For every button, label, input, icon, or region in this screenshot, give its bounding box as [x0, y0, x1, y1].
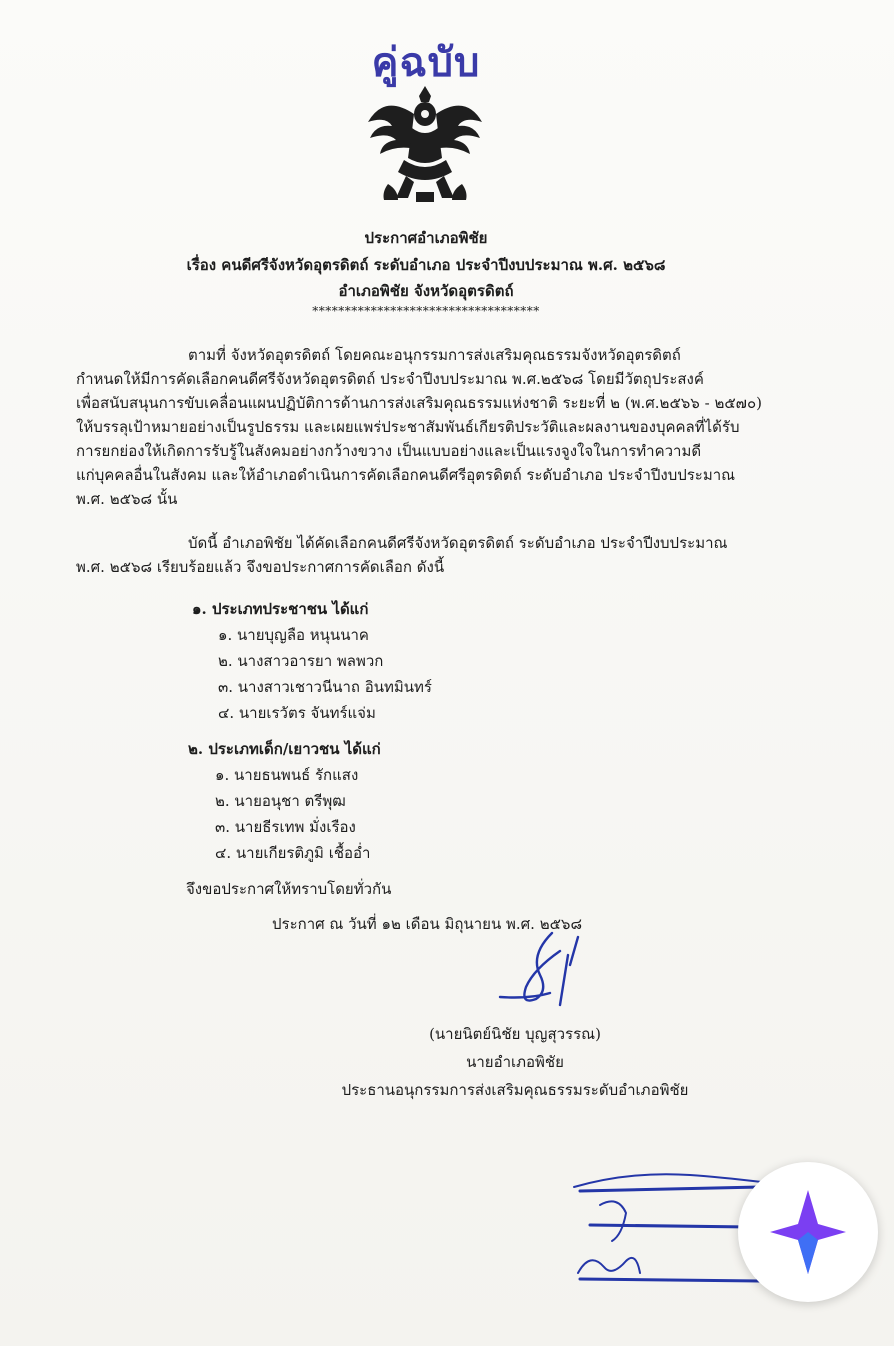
announcement-title: ประกาศอำเภอพิชัย [364, 229, 488, 247]
signatory-position: นายอำเภอพิชัย [466, 1053, 564, 1071]
paragraph-line: แก่บุคคลอื่นในสังคม และให้อำเภอดำเนินการคัดเลือกคนดีศรีอุตรดิตถ์ ระดับอำเภอ ประจำปีงบประมาณ [76, 466, 736, 484]
announcement-subject: เรื่อง คนดีศรีจังหวัดอุตรดิตถ์ ระดับอำเภอ ประจำปีงบประมาณ พ.ศ. ๒๕๖๘ [186, 256, 666, 274]
sparkle-logo-icon [738, 1162, 878, 1302]
paragraph-line: เพื่อสนับสนุนการขับเคลื่อนแผนปฏิบัติการด้านการส่งเสริมคุณธรรมแห่งชาติ ระยะที่ ๒ (พ.ศ.๒๕๖๖ - ๒๕๗๐) [76, 394, 762, 412]
announcement-location: อำเภอพิชัย จังหวัดอุตรดิตถ์ [338, 282, 514, 300]
list-item: ๑. นายบุญลือ หนุนนาค [218, 626, 369, 644]
garuda-emblem-icon [360, 80, 490, 208]
list-item: ๑. นายธนพนธ์ รักแสง [215, 766, 359, 784]
closing-statement: จึงขอประกาศให้ทราบโดยทั่วกัน [186, 880, 392, 898]
category-citizen-title: ๑. ประเภทประชาชน ได้แก่ [192, 600, 369, 618]
app-badge [738, 1162, 878, 1302]
paragraph-line: พ.ศ. ๒๕๖๘ นั้น [76, 490, 178, 508]
paragraph-line: ให้บรรลุเป้าหมายอย่างเป็นรูปธรรม และเผยแพร่ประชาสัมพันธ์เกียรติประวัติและผลงานของบุคคลที่ได้รับ [76, 418, 740, 436]
paragraph-line: การยกย่องให้เกิดการรับรู้ในสังคมอย่างกว้างขวาง เป็นแบบอย่างและเป็นแรงจูงใจในการทำความดี [76, 442, 702, 460]
paragraph-intro [76, 343, 806, 511]
list-item: ๔. นายเกียรติภูมิ เชื้ออ่ำ [215, 844, 371, 862]
paragraph-line: กำหนดให้มีการคัดเลือกคนดีศรีจังหวัดอุตรดิตถ์ ประจำปีงบประมาณ พ.ศ.๒๕๖๘ โดยมีวัตถุประสงค์ [76, 370, 704, 388]
category-youth-title: ๒. ประเภทเด็ก/เยาวชน ได้แก่ [188, 740, 381, 758]
paragraph-line: ตามที่ จังหวัดอุตรดิตถ์ โดยคณะอนุกรรมการส่งเสริมคุณธรรมจังหวัดอุตรดิตถ์ [188, 346, 681, 364]
signature-mark [490, 925, 600, 1010]
copy-stamp: คู่ฉบับ [371, 40, 481, 86]
list-item: ๒. นางสาวอารยา พลพวก [218, 652, 384, 670]
paragraph-line: บัดนี้ อำเภอพิชัย ได้คัดเลือกคนดีศรีจังหวัดอุตรดิตถ์ ระดับอำเภอ ประจำปีงบประมาณ [188, 534, 728, 552]
signatory-committee: ประธานอนุกรรมการส่งเสริมคุณธรรมระดับอำเภอพิชัย [341, 1081, 689, 1099]
paragraph-line: พ.ศ. ๒๕๖๘ เรียบร้อยแล้ว จึงขอประกาศการคัดเลือก ดังนี้ [76, 558, 445, 576]
list-item: ๔. นายเรวัตร จันทร์แจ่ม [218, 704, 376, 722]
list-item: ๓. นางสาวเชาวนีนาถ อินทมินทร์ [218, 678, 432, 696]
date-line: ประกาศ ณ วันที่ ๑๒ เดือน มิถุนายน พ.ศ. ๒๕๖๘ [272, 915, 583, 933]
signatory-name: (นายนิตย์นิชัย บุญสุวรรณ) [429, 1025, 601, 1043]
list-item: ๓. นายธีรเทพ มั่งเรือง [215, 818, 356, 836]
paragraph-announcement [76, 531, 806, 579]
list-item: ๒. นายอนุชา ตรีพุฒ [215, 792, 346, 810]
star-divider: *********************************** [312, 304, 540, 318]
